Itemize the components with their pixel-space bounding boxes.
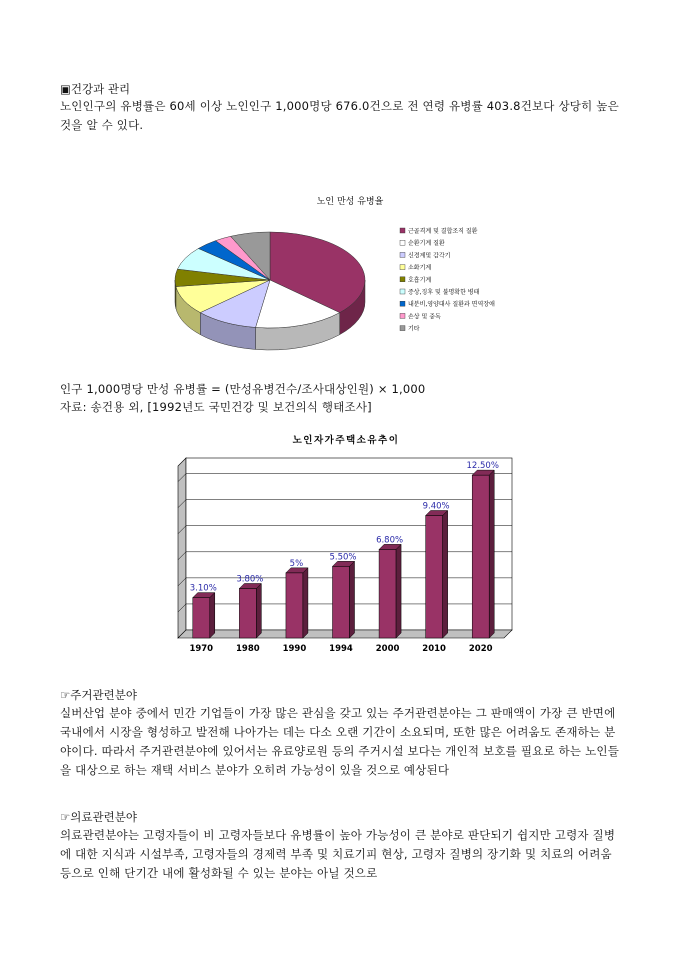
paragraph-housing: 실버산업 분야 중에서 민간 기업들이 가장 많은 관심을 갖고 있는 주거관련분야는 그 판매액이 가장 큰 반면에 국내에서 시장을 형성하고 발전해 나아가는 데는 다소 오랜 기간이 소요되며, 또한 많은 어려움도 존재하는 분야이다. 따라서 주거관련분야에 있어서는 유료양로원 등의 주거시설 보다는 개인적 보호를 필요로 하는 노인들을 대상으로 하는 재택 서비스 분야가 오히려 가능성이 있을 것으로 예상된다 <box>60 706 620 777</box>
bar-x-tick-1980: 1980 <box>236 644 260 654</box>
bar-chart <box>160 428 532 656</box>
pie-legend-swatch-6 <box>400 301 405 306</box>
bar-side-2010 <box>443 511 448 638</box>
paragraph-health: 노인인구의 유병률은 60세 이상 노인인구 1,000명당 676.0건으로 전 연령 유병률 403.8건보다 상당히 높은 것을 알 수 있다. <box>60 99 619 132</box>
bar-data-label-2020: 12.50% <box>466 461 499 472</box>
pie-legend-swatch-8 <box>400 326 405 331</box>
pie-legend-label-4: 호흡기계 <box>408 276 432 284</box>
pie-legend-label-5: 증상,징후 및 불명확한 병태 <box>408 289 480 296</box>
bar-1970 <box>193 598 210 638</box>
bar-2020 <box>472 475 489 638</box>
pie-legend-swatch-3 <box>400 265 405 270</box>
bar-side-1980 <box>256 583 261 638</box>
bar-1994 <box>333 566 350 638</box>
bar-x-tick-1970: 1970 <box>189 644 214 654</box>
source-text: 자료: 송건용 외, [1992년도 국민건강 및 보건의식 행태조사] <box>60 400 372 414</box>
bar-x-tick-2000: 2000 <box>375 644 400 654</box>
bar-side-1990 <box>303 568 308 638</box>
pie-legend-label-6: 내분비,영양대사 질환과 면역장애 <box>408 301 495 309</box>
formula-text: 인구 1,000명당 만성 유병률 = (만성유병건수/조사대상인원) × 1,000 <box>60 382 426 396</box>
section-heading-medical: ☞의료관련분야 <box>60 810 137 824</box>
paragraph-medical: 의료관련분야는 고령자들이 비 고령자들보다 유병률이 높아 가능성이 큰 분야로 판단되기 쉽지만 고령자 질병에 대한 지식과 시설부족, 고령자들의 경제력 부족 및 치료기피 현상, 고령자 질병의 장기화 및 치료의 어려움 등으로 인해 단기간 내에 활성화될 수 있는 분야는 아닐 것으로 <box>60 828 616 880</box>
bar-1980 <box>239 588 256 638</box>
section-heading-housing: ☞주거관련분야 <box>60 688 137 702</box>
bar-x-tick-2010: 2010 <box>422 644 446 654</box>
bar-data-label-2010: 9.40% <box>422 501 450 512</box>
pie-legend-label-8: 기타 <box>408 325 420 333</box>
bar-data-label-1990: 5% <box>289 558 304 569</box>
pie-legend-label-0: 근골격계 및 결합조직 질환 <box>408 228 478 235</box>
bar-2000 <box>379 549 396 638</box>
bar-side-2000 <box>396 544 401 638</box>
pie-legend-swatch-5 <box>400 289 405 294</box>
pie-legend-label-3: 소화기계 <box>408 264 432 272</box>
pie-chart <box>160 190 540 370</box>
bar-data-label-1980: 3.80% <box>236 574 264 585</box>
pie-legend-swatch-0 <box>400 228 405 233</box>
bar-2010 <box>426 516 443 638</box>
bar-x-tick-2020: 2020 <box>468 644 493 654</box>
bar-side-1970 <box>210 593 215 638</box>
bar-data-label-1970: 3.10% <box>189 583 217 594</box>
pie-legend-label-7: 손상 및 중독 <box>408 313 441 321</box>
bar-side-2020 <box>489 470 494 638</box>
bar-x-tick-1990: 1990 <box>282 644 307 654</box>
bar-data-label-2000: 6.80% <box>376 535 404 546</box>
pie-chart-title: 노인 만성 유병율 <box>316 197 384 207</box>
pie-slices <box>175 232 365 328</box>
pie-legend-swatch-7 <box>400 313 405 318</box>
bar-x-tick-1994: 1994 <box>329 644 353 654</box>
bar-chart-x-ticks <box>189 644 492 654</box>
bar-data-label-1994: 5.50% <box>329 552 357 563</box>
pie-legend-swatch-4 <box>400 277 405 282</box>
pie-legend-label-1: 순환기계 질환 <box>408 240 445 248</box>
pie-legend <box>400 227 495 333</box>
pie-legend-swatch-2 <box>400 252 405 257</box>
section-heading-health: ▣건강과 관리 <box>60 82 131 96</box>
pie-legend-label-2: 신경계및 감각기 <box>408 252 451 260</box>
bar-side-1994 <box>350 561 355 638</box>
bar-1990 <box>286 573 303 638</box>
pie-legend-swatch-1 <box>400 240 405 245</box>
bar-chart-title: 노인자가주택소유추이 <box>292 435 400 446</box>
